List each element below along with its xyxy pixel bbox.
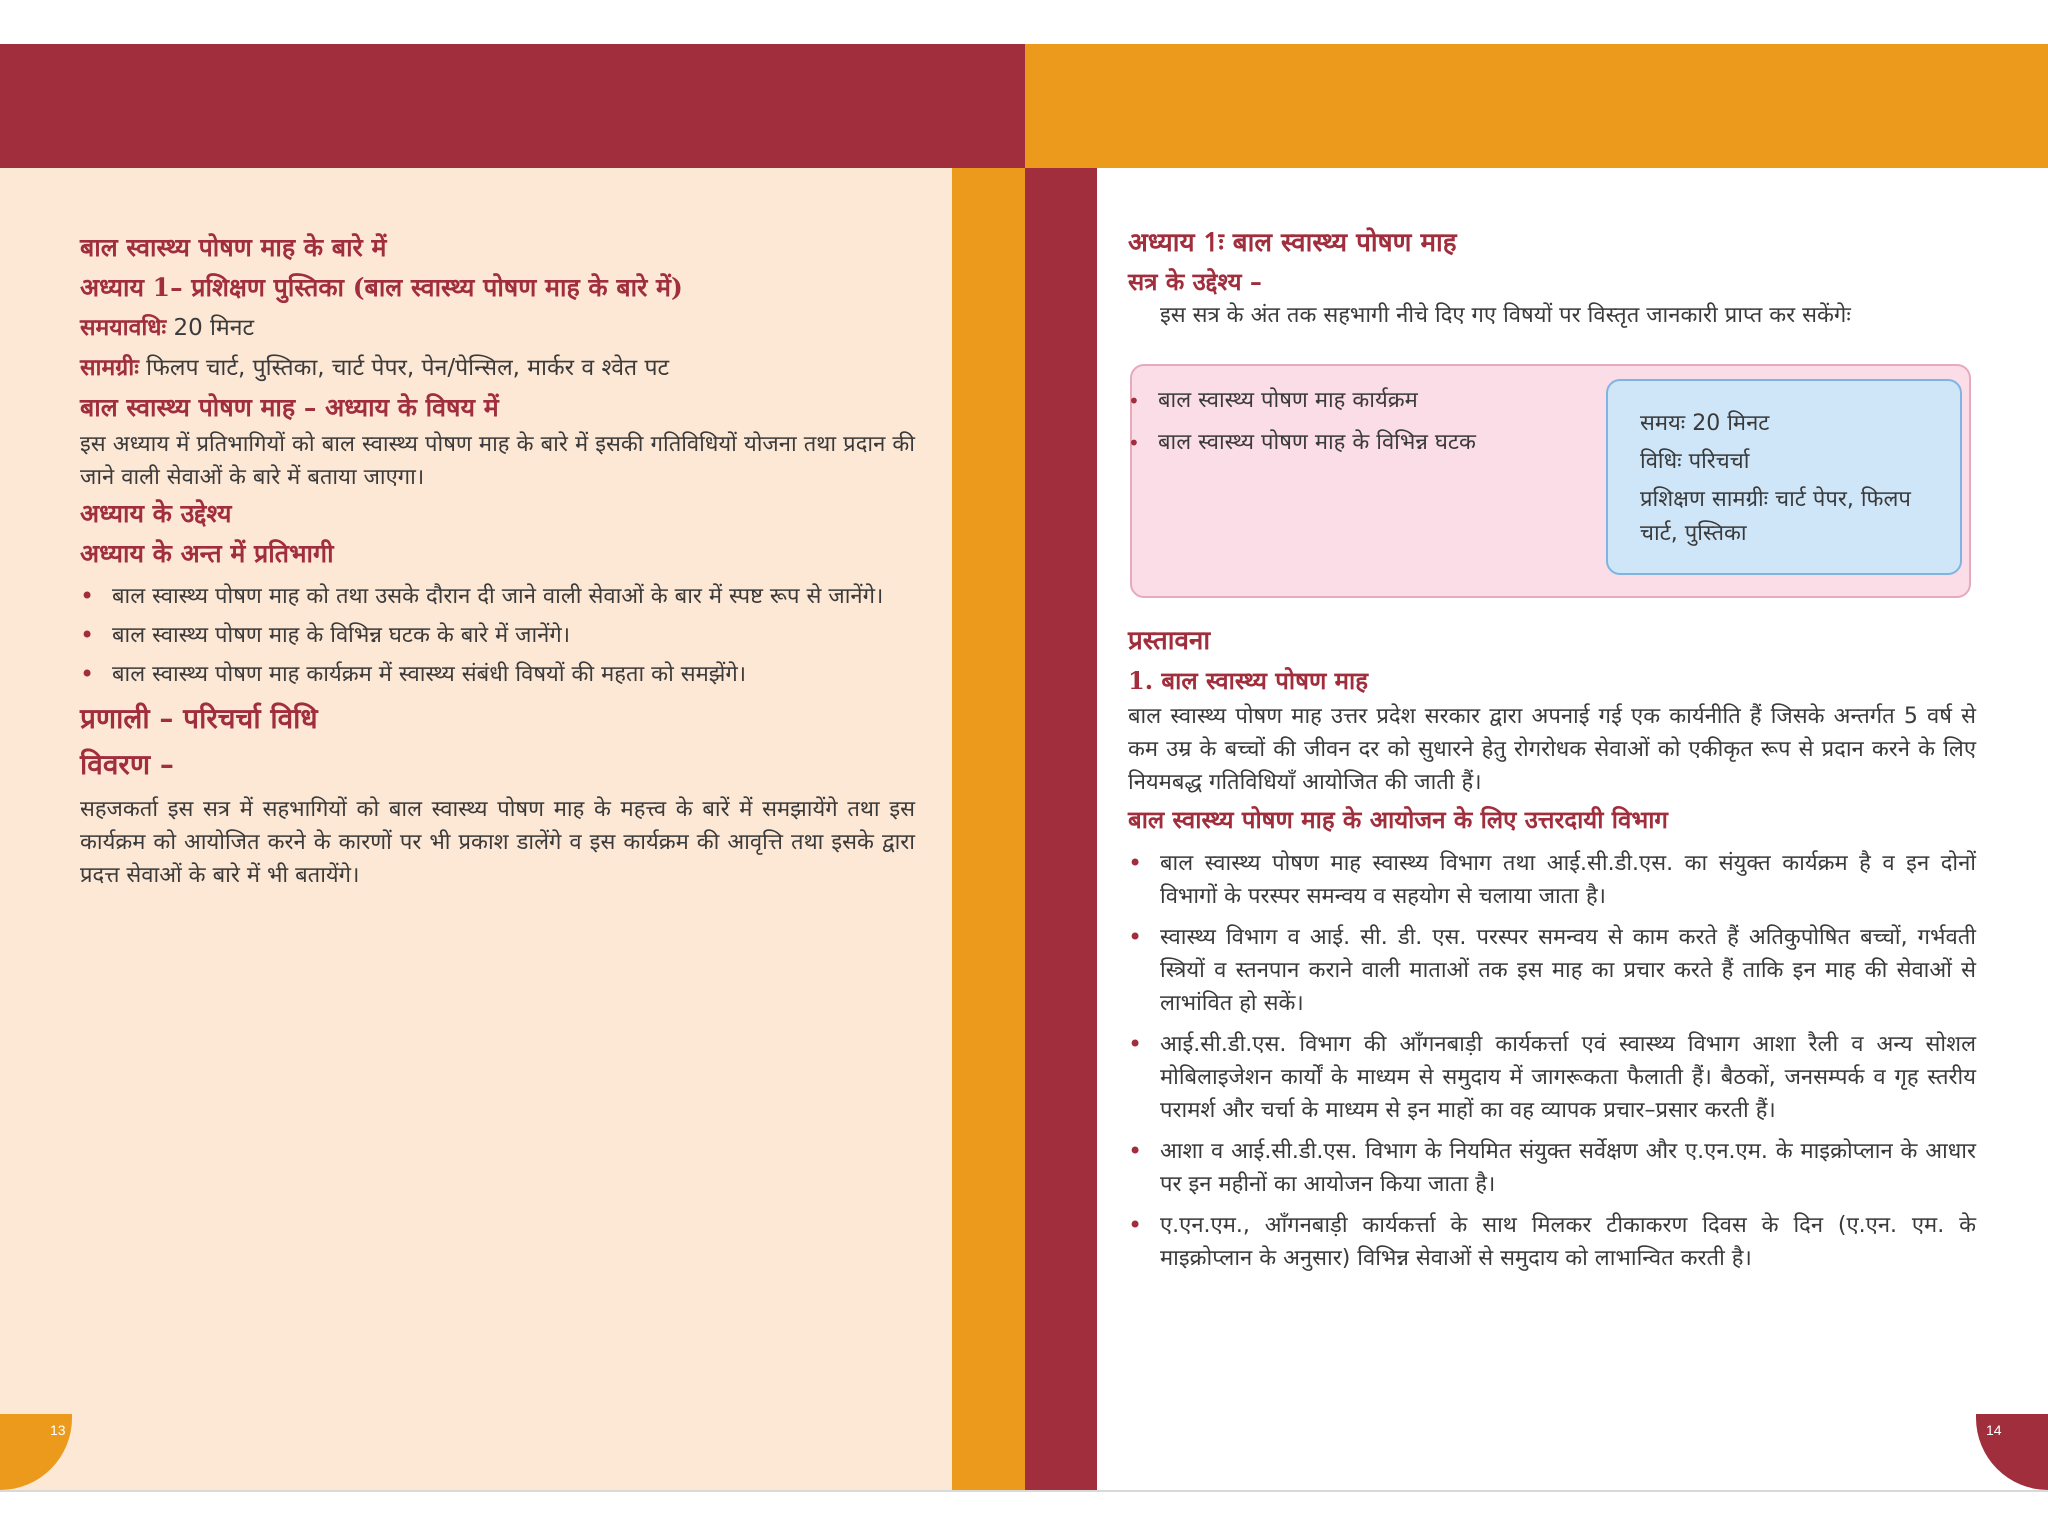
section1-text: बाल स्वास्थ्य पोषण माह उत्तर प्रदेश सरकार द्वारा अपनाई गई एक कार्यनीति हैं जिसके अन्तर्गत 5 वर्ष से कम उम्र के बच्चों की जीवन दर को सुधारने हेतु रोगरोधक सेवाओं को एकीकृत रूप से प्रदान करने के लिए नियमबद्ध गतिविधियाँ आयोजित की जाती हैं। [1128, 704, 1976, 795]
list-item: • स्वास्थ्य विभाग व आई. सी. डी. एस. परस्पर समन्वय से काम करते हैं अतिकुपोषित बच्चों, गर्भवती स्त्रियों व स्तनपान कराने वाली माताओं तक इस माह का प्रचार करते हैं ताकि इन माह की सेवाओं से लाभांवित हो सकें। [1128, 921, 1976, 1020]
duration-value: 20 मिनट [173, 315, 255, 341]
departments-list [1128, 847, 1976, 1275]
list-item: • बाल स्वास्थ्य पोषण माह स्वास्थ्य विभाग तथा आई.सी.डी.एस. का संयुक्त कार्यक्रम है व इन दोनों विभागों के परस्पर समन्वय व सहयोग से चलाया जाता है। [1128, 847, 1976, 913]
materials-label: सामग्रीः [80, 354, 139, 381]
info-method: विधिः परिचर्चा [1640, 449, 1750, 474]
list-item: • ए.एन.एम., आँगनबाड़ी कार्यकर्त्ता के साथ मिलकर टीकाकरण दिवस के दिन (ए.एन. एम. के माइक्रोप्लान के अनुसार) विभिन्न सेवाओं से समुदाय को लाभान्वित करती है। [1128, 1209, 1976, 1275]
list-item: • आशा व आई.सी.डी.एस. विभाग के नियमित संयुक्त सर्वेक्षण और ए.एन.एम. के माइक्रोप्लान के आधार पर इन महीनों का आयोजन किया जाता है। [1128, 1135, 1976, 1201]
topic-heading: बाल स्वास्थ्य पोषण माह – अध्याय के विषय में [80, 393, 499, 422]
chapter-title: अध्याय 1ः बाल स्वास्थ्य पोषण माह [1128, 228, 1457, 258]
list-item: • बाल स्वास्थ्य पोषण माह कार्यक्रम [1128, 380, 1558, 422]
session-heading: सत्र के उद्देश्य – [1128, 267, 1262, 296]
spine-strip-maroon [1025, 168, 1097, 1490]
list-item: • आई.सी.डी.एस. विभाग की आँगनबाड़ी कार्यकर्त्ता एवं स्वास्थ्य विभाग आशा रैली व अन्य सोशल मोबिलाइजेशन कार्यों के माध्यम से समुदाय में जागरूकता फैलाती हैं। बैठकों, जनसम्पर्क व गृह स्तरीय परामर्श और चर्चा के माध्यम से इन माहों का वह व्यापक प्रचार–प्रसार करती हैं। [1128, 1028, 1976, 1127]
method-heading: प्रणाली – परिचर्चा विधि [80, 702, 318, 735]
end-heading: अध्याय के अन्त में प्रतिभागी [80, 539, 334, 568]
list-item: • बाल स्वास्थ्य पोषण माह को तथा उसके दौरान दी जाने वाली सेवाओं के बार में स्पष्ट रूप से जानेंगे। [80, 580, 915, 613]
section1-heading: 1. बाल स्वास्थ्य पोषण माह [1128, 666, 1368, 695]
right-content-lower [1128, 620, 1976, 1283]
duration-row [80, 308, 915, 348]
duration-label: समयावधिः [80, 314, 167, 341]
page-number-left: 13 [50, 1422, 66, 1438]
left-content [80, 228, 915, 892]
info-time: समयः 20 मिनट [1640, 411, 1770, 436]
objectives-heading: अध्याय के उद्देश्य [80, 499, 232, 528]
session-intro: इस सत्र के अंत तक सहभागी नीचे दिए गए विषयों पर विस्तृत जानकारी प्राप्त कर सकेंगेः [1160, 303, 1851, 328]
departments-heading: बाल स्वास्थ्य पोषण माह के आयोजन के लिए उत्तरदायी विभाग [1128, 805, 1668, 834]
description-heading: विवरण – [80, 748, 174, 781]
header-band-left [0, 44, 1025, 168]
session-info-box [1606, 379, 1962, 575]
header-band-right [1025, 44, 2048, 168]
info-materials: प्रशिक्षण सामग्रीः चार्ट पेपर, फिलप चार्ट, पुस्तिका [1640, 487, 1911, 546]
materials-value: फिलप चार्ट, पुस्तिका, चार्ट पेपर, पेन/पेन्सिल, मार्कर व श्वेत पट [146, 355, 670, 381]
description-text: सहजकर्ता इस सत्र में सहभागियों को बाल स्वास्थ्य पोषण माह के महत्त्व के बारें में समझायेंगे तथा इस कार्यक्रम को आयोजित करने के कारणों पर भी प्रकाश डालेंगे व इस कार्यक्रम की आवृत्ति तथा इसके द्वारा प्रदत्त सेवाओं के बारे में भी बतायेंगे। [80, 797, 915, 888]
page-number-right: 14 [1986, 1422, 2002, 1438]
left-page-title: बाल स्वास्थ्य पोषण माह के बारे में [80, 233, 387, 262]
materials-row [80, 348, 915, 388]
intro-heading: प्रस्तावना [1128, 626, 1211, 656]
list-item: • बाल स्वास्थ्य पोषण माह कार्यक्रम में स्वास्थ्य संबंधी विषयों की महता को समझेंगे। [80, 658, 915, 691]
right-content-top [1128, 222, 1976, 332]
topic-text: इस अध्याय में प्रतिभागियों को बाल स्वास्थ्य पोषण माह के बारे में इसकी गतिविधियों योजना तथा प्रदान की जाने वाली सेवाओं के बारे में बताया जाएगा। [80, 432, 915, 490]
objectives-list [80, 580, 915, 691]
list-item: • बाल स्वास्थ्य पोषण माह के विभिन्न घटक के बारे में जानेंगे। [80, 619, 915, 652]
bottom-divider [0, 1490, 2048, 1492]
chapter-subtitle: अध्याय 1– प्रशिक्षण पुस्तिका (बाल स्वास्थ्य पोषण माह के बारे में) [80, 273, 683, 302]
session-topics [1128, 380, 1558, 464]
list-item: • बाल स्वास्थ्य पोषण माह के विभिन्न घटक [1128, 422, 1558, 464]
spine-strip-orange [952, 168, 1025, 1490]
session-topic-list [1128, 380, 1558, 464]
